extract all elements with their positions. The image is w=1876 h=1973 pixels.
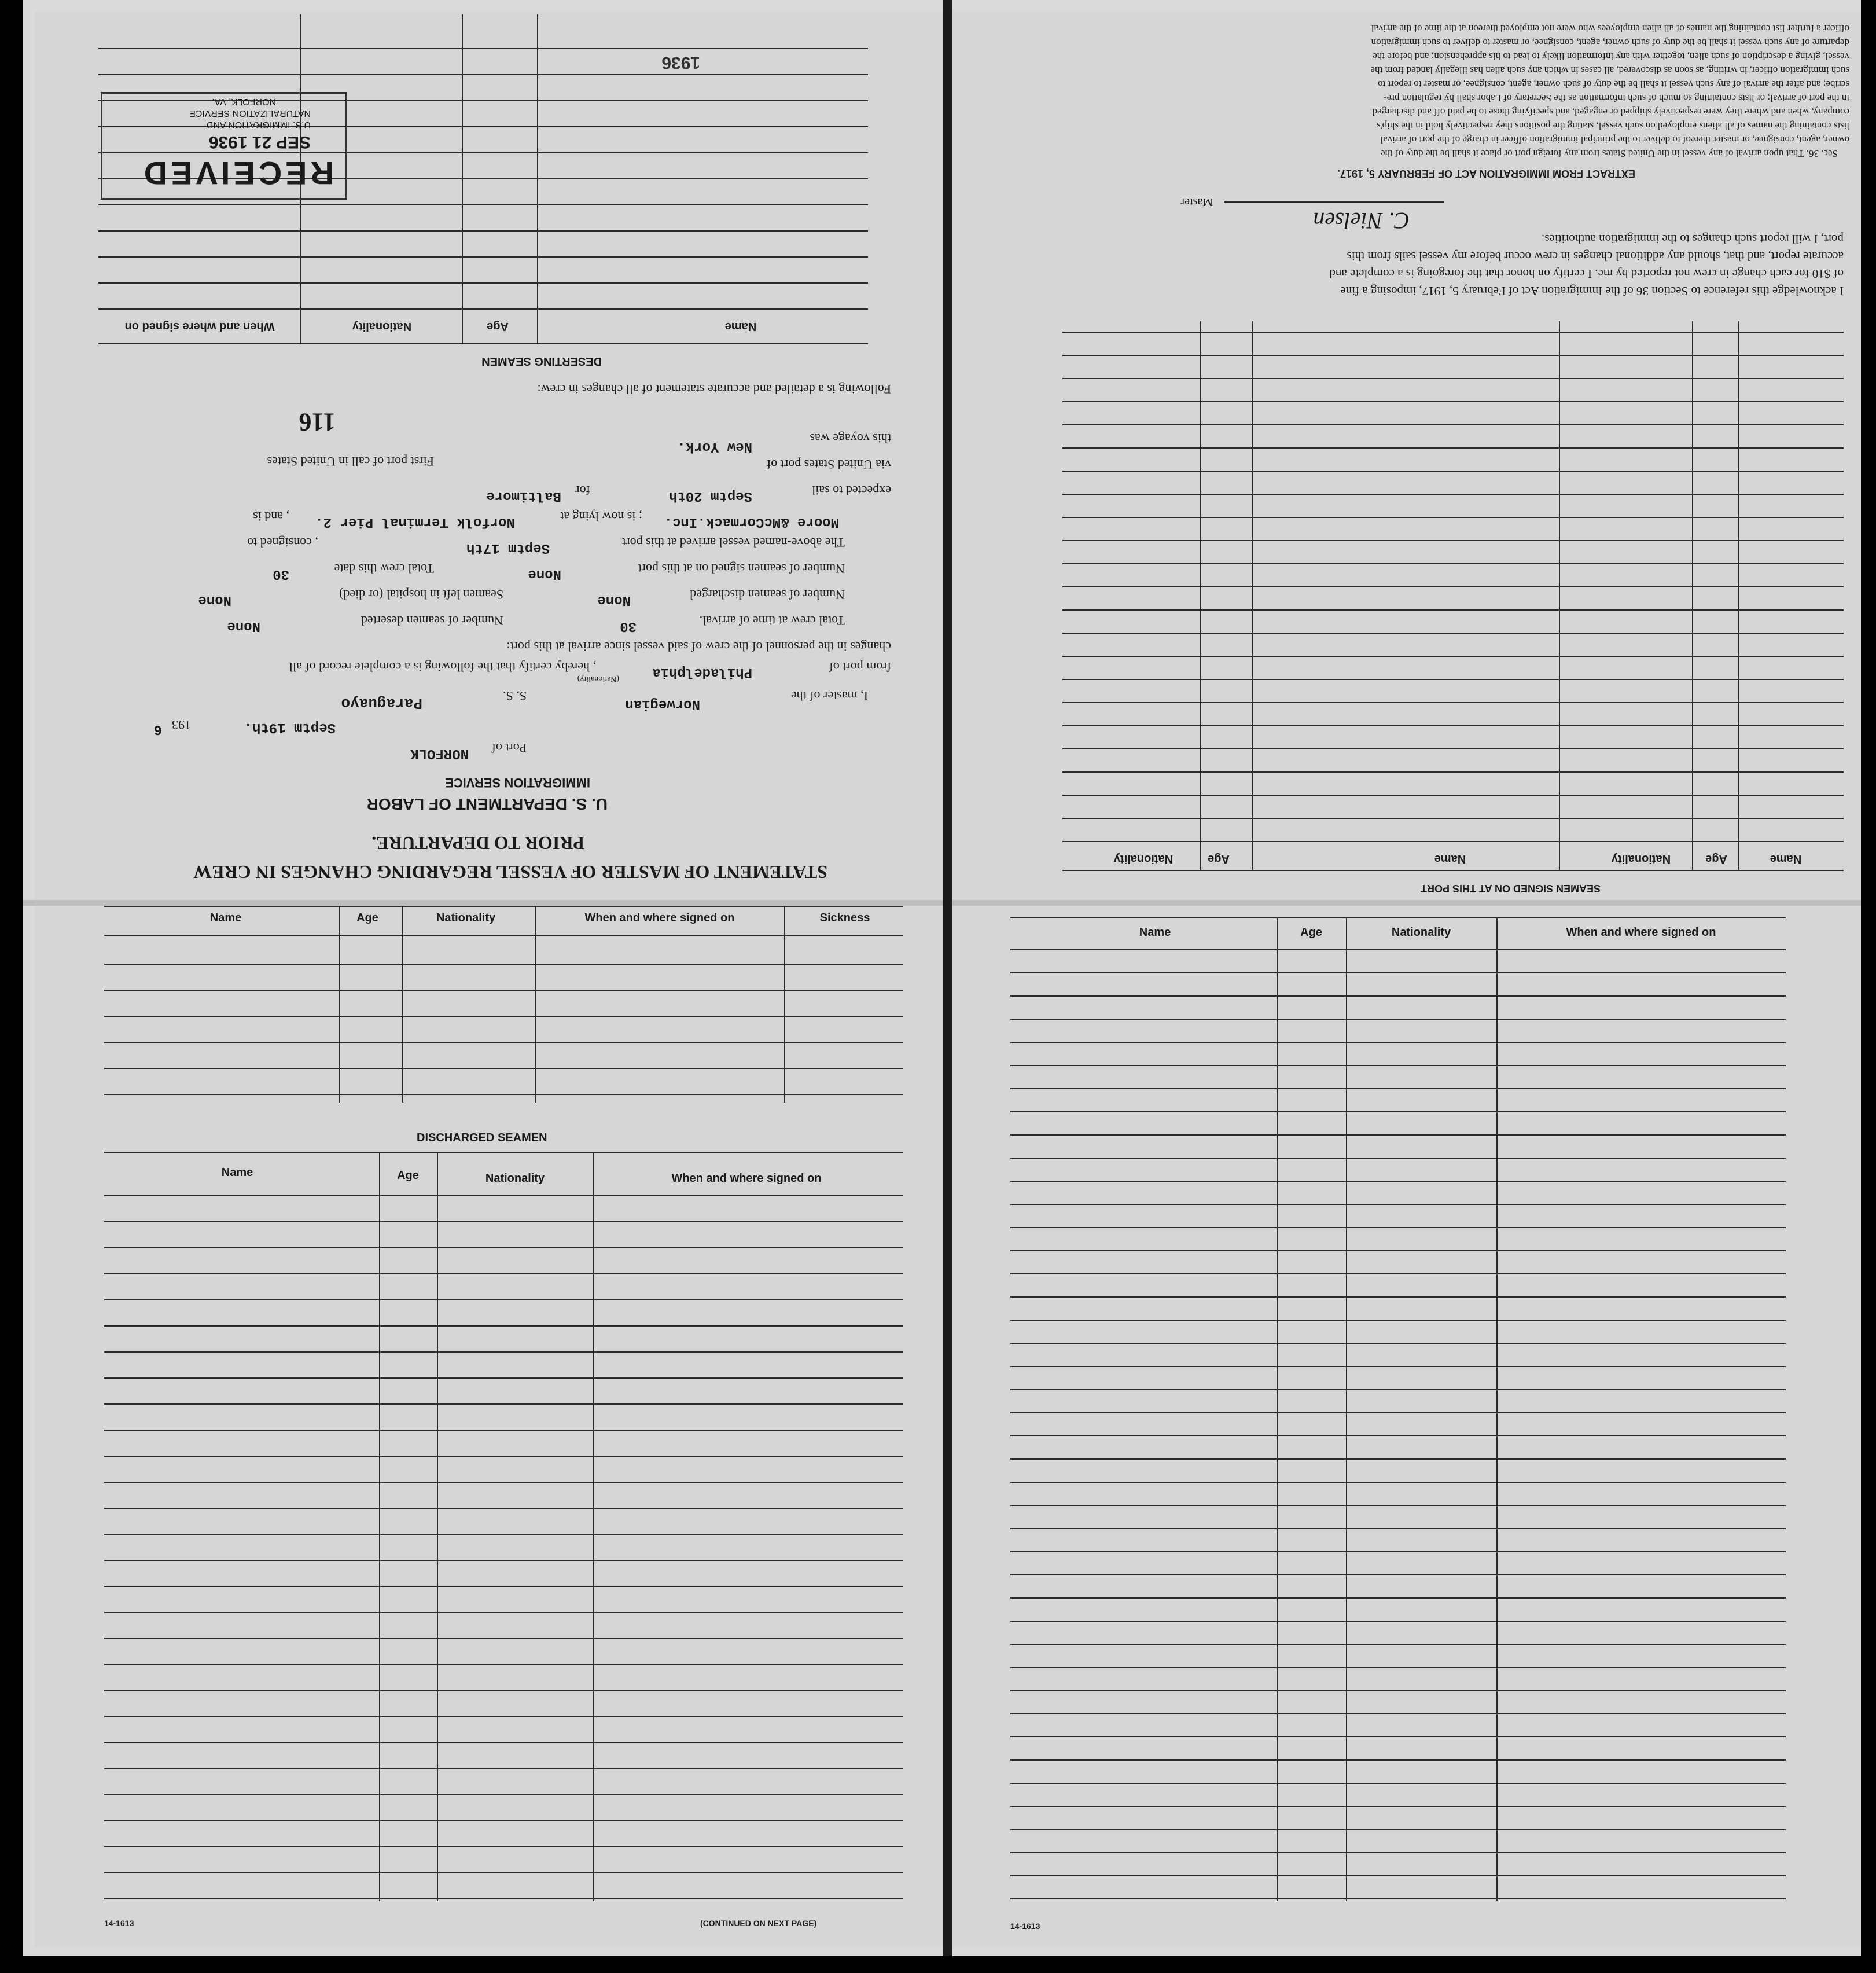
arrived-value: Septm 17th [466, 540, 550, 556]
expected-label: expected to sail [812, 483, 891, 498]
year-prefix: 193 [172, 718, 191, 732]
extract-line-4: company, when and where they were respectively shipped or engaged, and specifying those to be paid off and discharged [1372, 106, 1849, 117]
statement-panel [35, 12, 943, 900]
received-stamp [101, 92, 347, 200]
master-signature: C. Nielsen [1313, 208, 1410, 234]
hospital-value: None [198, 592, 231, 608]
nationality-value: Norwegian [625, 696, 700, 712]
total-crew-label: Total crew at time of arrival. [699, 613, 845, 628]
expected-value: Septm 20th [668, 488, 752, 504]
form-number-right: 14-1613 [1010, 1921, 1040, 1931]
following-text: Following is a detailed and accurate statement of all changes in crew: [537, 382, 891, 396]
via-port-label: via United States port of [766, 457, 891, 472]
arrived-label: The above-named vessel arrived at this port [622, 535, 845, 550]
consigned-label: , consigned to [247, 535, 318, 550]
extract-line-9: departure of any such vessel it shall be the duty of such owner, agent, consignee, or master to deliver to such immigration [1371, 37, 1849, 48]
vessel-name: Paraguayo [341, 695, 422, 712]
discharged-panel [35, 906, 943, 1948]
certify-text: , hereby certify that the following is a complete record of all [289, 660, 596, 674]
certification-panel [952, 12, 1861, 900]
destination-value: Baltimore [486, 488, 561, 504]
signed-on-label: Number of seamen signed on at this port [638, 561, 845, 576]
sick-col-sickness: Sickness [819, 912, 870, 924]
discharged-col-signed-on: When and where signed on [671, 1172, 822, 1185]
ss-label: S. S. [503, 689, 527, 703]
extract-line-7: such immigration officer, in writing, as soon as discovered, all cases in which any such alien has illegally landed from the [1370, 65, 1849, 76]
hospital-label: Seamen left in hospital (or died) [339, 587, 503, 602]
stamp-office-2: NATURALIZATION SERVICE [189, 108, 311, 118]
voyage-label: this voyage was [810, 431, 891, 446]
col-nationality: Nationality [1391, 926, 1451, 939]
col-age-2: Age [1208, 853, 1230, 865]
changes-text: changes in the personnel of the crew of said vessel since arrival at this port: [506, 640, 891, 654]
discharged-col-name: Name [221, 1166, 253, 1179]
signed-on-value: None [528, 566, 561, 582]
col-name-1: Name [1770, 853, 1802, 865]
sick-col-name: Name [209, 912, 242, 924]
stamp-office-3: NORFOLK, VA. [212, 97, 276, 106]
col-age: Age [1300, 926, 1322, 939]
stamp-office-1: U.S. IMMIGRATION AND [206, 120, 311, 130]
deserted-value: None [227, 618, 260, 634]
consignee-value: Moore &McCormack.Inc. [664, 514, 839, 530]
col-name: Name [724, 320, 757, 333]
for-label: for [575, 483, 590, 498]
total-now-label: Total crew this date [334, 561, 434, 576]
lying-label: ; is now lying at [560, 509, 642, 524]
col-nationality-1: Nationality [1611, 853, 1671, 865]
certification-line-4: port, I will report such changes to the immigration authorities. [1542, 232, 1844, 246]
discharged-heading: DISCHARGED SEAMEN [417, 1131, 547, 1144]
statement-title: STATEMENT OF MASTER OF VESSEL REGARDING CHANGES IN CREW [193, 862, 827, 883]
discharged-col-age: Age [397, 1169, 419, 1182]
deserting-heading: DESERTING SEAMEN [481, 355, 602, 368]
horizontal-fold [23, 900, 1861, 906]
secondary-stamp: 1936 [661, 53, 700, 72]
sick-col-age: Age [356, 912, 378, 924]
col-age-1: Age [1705, 853, 1727, 865]
statement-subtitle: PRIOR TO DEPARTURE. [371, 833, 584, 854]
extract-line-1: Sec. 36. That upon arrival of any vessel in the United States from any foreign port or place it shall be the duty of the [1381, 148, 1838, 159]
extract-line-8: vessel, giving a description of such alien, together with any information likely to lead to his apprehension; and before the [1373, 51, 1849, 62]
col-signed-on: When and where signed on [1566, 926, 1716, 939]
extract-line-6: scribe; and after the arrival of any such vessel it shall be the duty of such owner, agent, consignee, or master to report to [1377, 79, 1849, 90]
discharged-value: None [597, 592, 631, 608]
nationality-caption: (Nationality) [577, 674, 619, 683]
and-is-label: , and is [253, 509, 289, 524]
extract-line-5: in the port of arrival; or lists containing so much of such information as the Secretary of Labor shall by regulation pre- [1384, 93, 1849, 104]
col-signed-on: When and where signed on [124, 320, 275, 333]
signed-on-panel [952, 906, 1861, 1948]
department-label: U. S. DEPARTMENT OF LABOR [366, 795, 608, 813]
col-name: Name [1139, 926, 1171, 939]
lying-value: Norfolk Terminal Pier 2. [315, 514, 515, 530]
extract-heading: EXTRACT FROM IMMIGRATION ACT OF FEBRUARY 5, 1917. [1337, 168, 1635, 179]
stamp-date: SEP 21 1936 [208, 133, 311, 152]
signed-on-heading: SEAMEN SIGNED ON AT THIS PORT [1420, 883, 1601, 894]
certification-line-3: accurate report, and that, should any additional changes in crew occur before my vessel sails from this [1347, 249, 1844, 263]
discharged-col-nationality: Nationality [485, 1172, 545, 1185]
certification-line-1: I acknowledge this reference to Section 36 of the Immigration Act of February 5, 1917, imposing a fine [1340, 284, 1844, 298]
port-value: NORFOLK [410, 745, 469, 761]
col-name-2: Name [1434, 853, 1466, 865]
first-port-value: New York. [677, 439, 752, 454]
date-value: Septm 19th. [244, 719, 336, 735]
discharged-label: Number of seamen discharged [690, 587, 845, 602]
extract-line-10: officer a further list containing the names of all alien employees who were not employed thereon at the time of the arrival [1371, 23, 1849, 34]
from-port-label: from port of [829, 660, 891, 674]
certification-line-2: of $10 for each change in crew not reported by me. I certify on honor that the foregoing is a complete and [1329, 267, 1844, 281]
from-port-value: Philadelphia [652, 664, 752, 680]
extract-line-3: lists containing the names of all aliens employed on such vessel, stating the positions they respectively hold in the ship's [1376, 120, 1849, 131]
year-digit: 6 [153, 721, 162, 737]
vertical-fold [943, 0, 952, 1956]
stamp-received: RECEIVED [140, 155, 334, 192]
deserted-label: Number of seamen deserted [361, 613, 503, 628]
port-label: Port of [491, 741, 527, 755]
first-port-label: First port of call in United States [267, 454, 434, 469]
manifest-number: 116 [299, 408, 336, 436]
continued-note: (CONTINUED ON NEXT PAGE) [700, 1919, 817, 1928]
col-nationality-2: Nationality [1113, 853, 1174, 865]
sick-col-nationality: Nationality [436, 912, 496, 924]
service-label: IMMIGRATION SERVICE [445, 776, 590, 790]
master-line-label: I, master of the [790, 689, 868, 703]
extract-line-2: owner, agent, consignee, or master thereof to deliver to the principal immigration officer in charge of the port of arrival [1380, 134, 1849, 145]
sick-col-signed-on: When and where signed on [584, 912, 735, 924]
col-nationality: Nationality [352, 320, 412, 333]
form-number-left: 14-1613 [104, 1919, 134, 1928]
total-crew-value: 30 [620, 618, 637, 634]
col-age: Age [487, 320, 509, 333]
total-now-value: 30 [273, 566, 289, 582]
master-label: Master [1180, 196, 1213, 208]
